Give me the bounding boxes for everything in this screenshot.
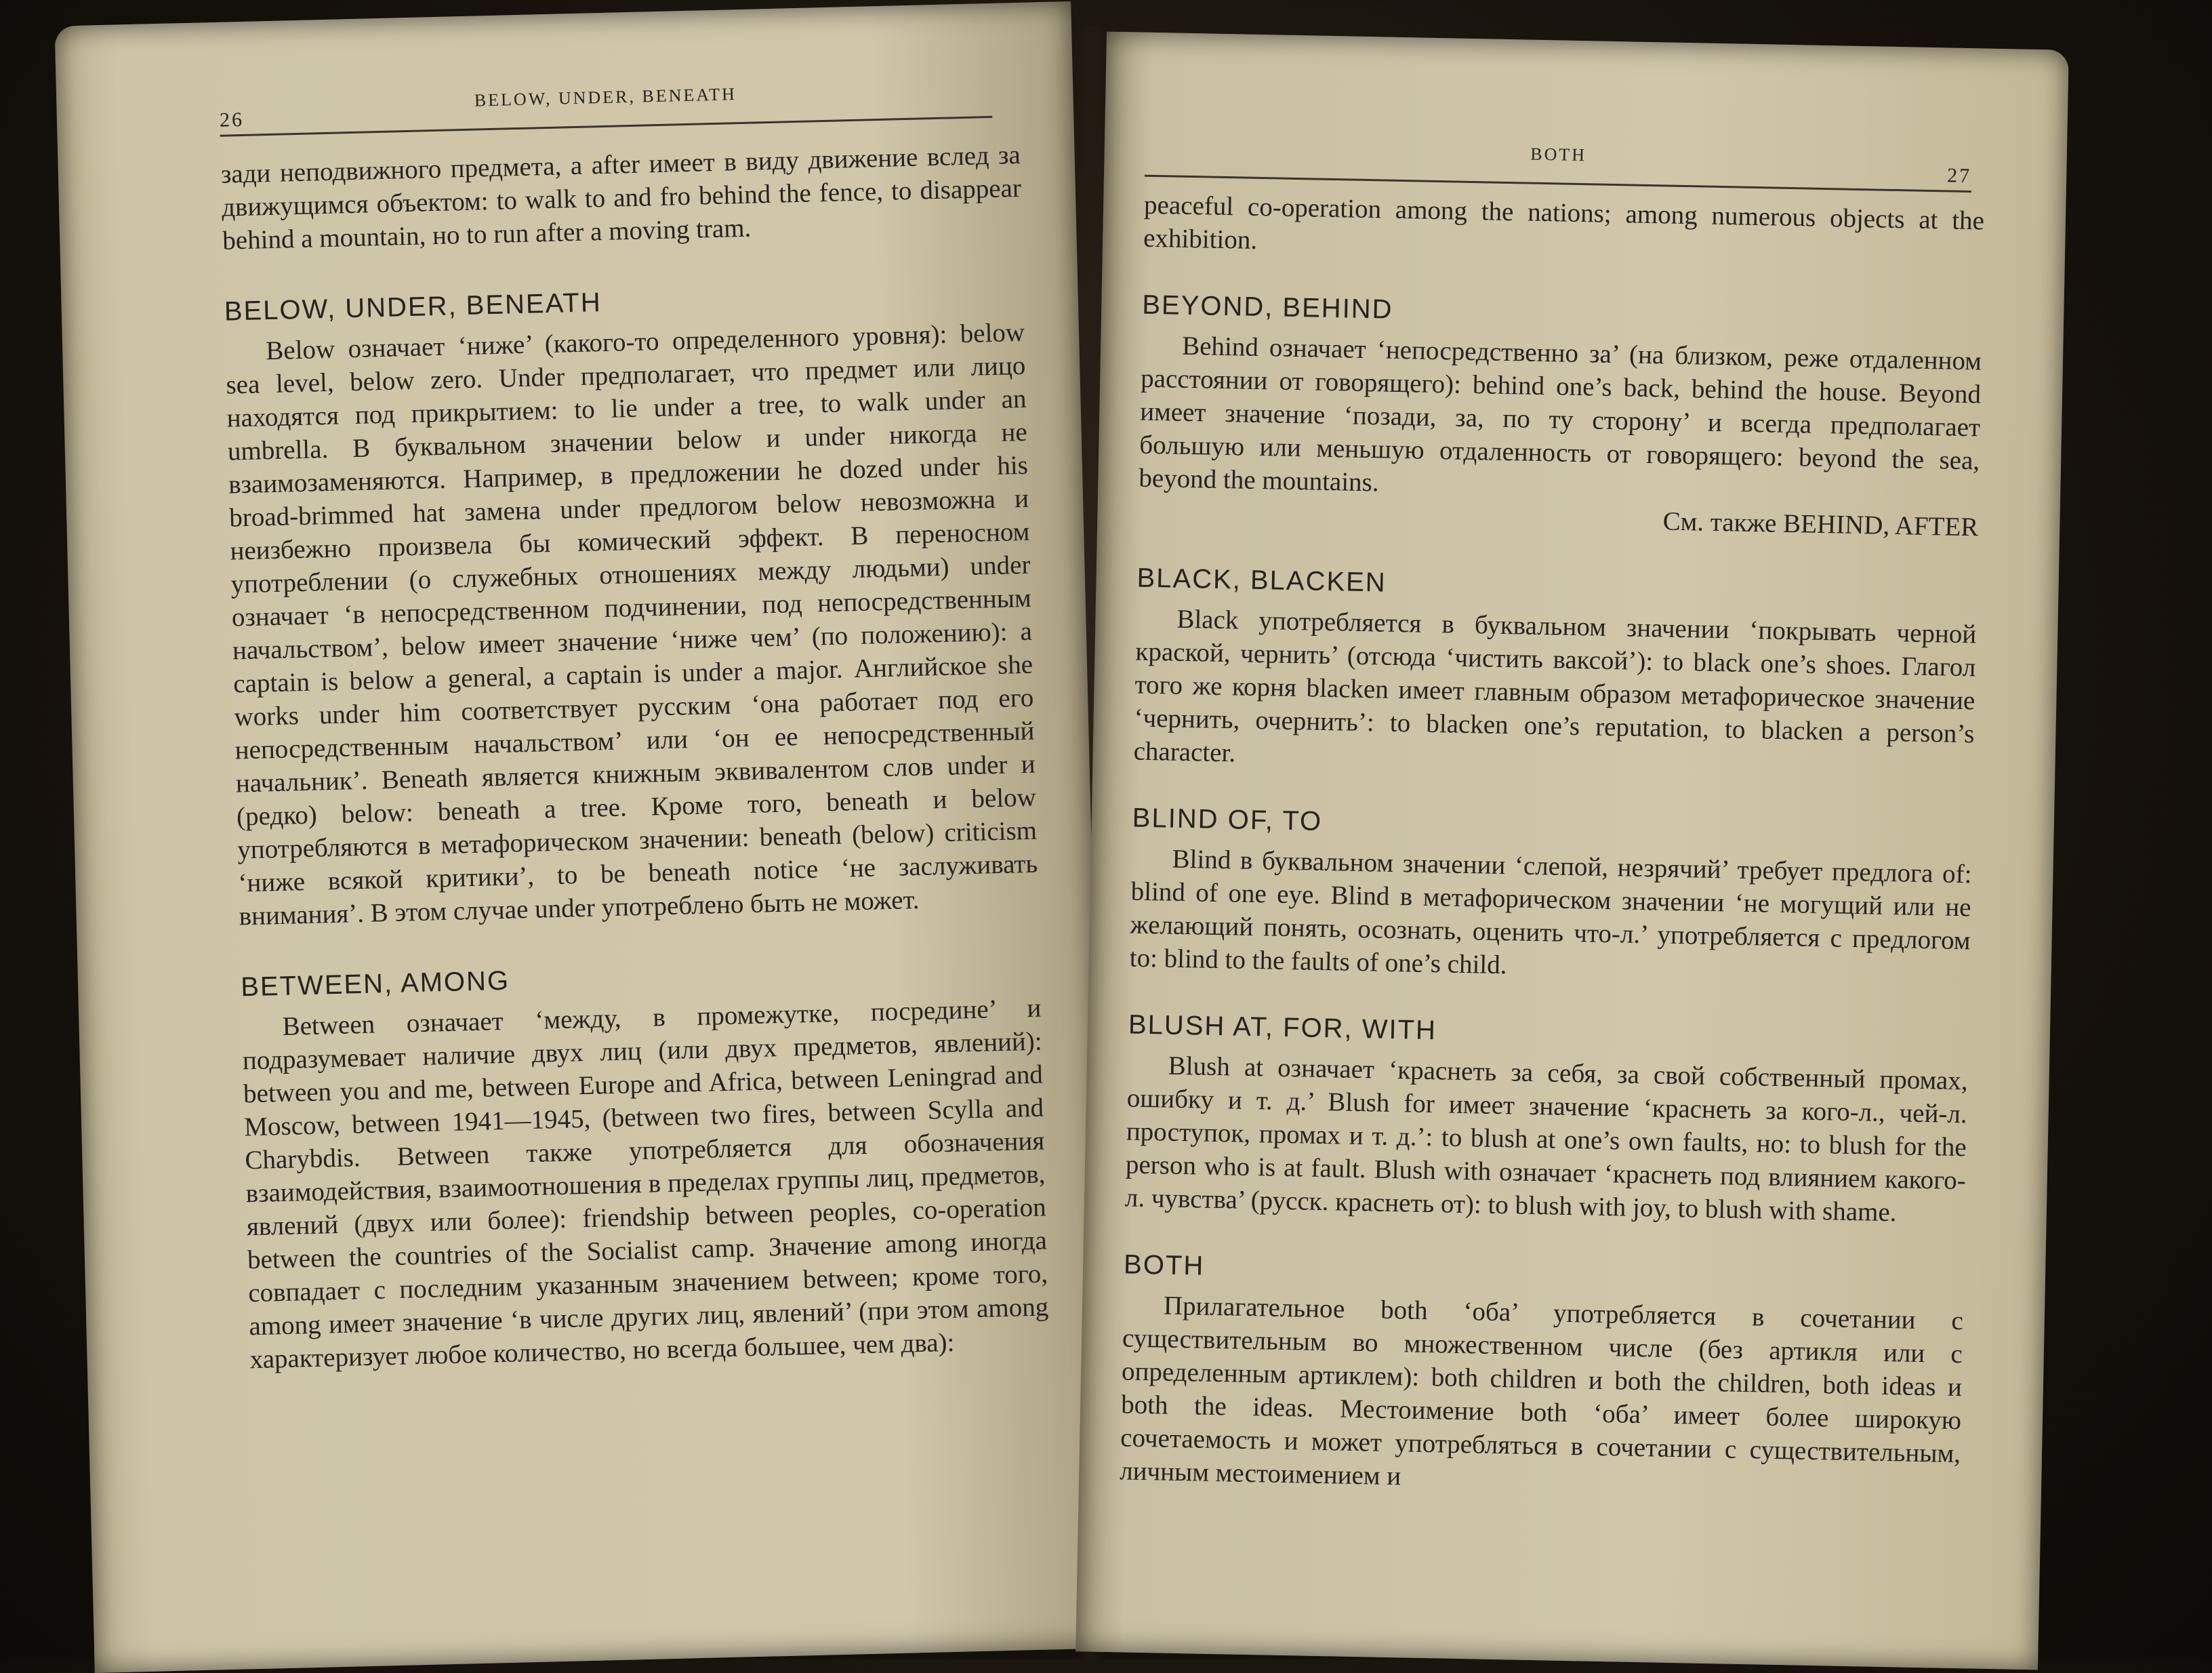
right-running-title: BOTH: [1530, 144, 1587, 165]
left-page-number: 26: [219, 108, 245, 132]
section-heading: BLIND OF, TO: [1132, 803, 1323, 836]
right-page-number: 27: [1946, 164, 1972, 188]
left-running-head: [219, 68, 992, 137]
section-heading: BELOW, UNDER, BENEATH: [224, 287, 602, 327]
left-page-text: [220, 138, 1050, 1376]
left-intro-paragraph: зади неподвижного предмета, а after имеет в виду движение вслед за движущимся объектом: to walk to and fro behind the fence, to disappear behind a mountain, но to run after a moving tram.: [220, 140, 1022, 256]
section-body: Прилагательное both ‘оба’ употребляется в сочетании с существительным во множественном числе (без артикля или с определенным артиклем): both children и both the children, both ideas и both the ideas. Местоимение both ‘оба’ имеет более широкую сочетаемость и может употребляться в сочетании с существительным, личным местоимением и: [1119, 1291, 1964, 1491]
right-page: [1076, 32, 2069, 1670]
section-body: Black употребляется в буквальном значении ‘покрывать черной краской, чернить’ (отсюда ‘чистить ваксой’): to black one’s shoes. Глагол того же корня blacken имеет главным образом метафорическое значение ‘чернить, очернить’: to blacken one’s reputation, to blacken a person’s character.: [1133, 604, 1977, 768]
right-page-text: [1120, 188, 1985, 1504]
section-heading: BLUSH AT, FOR, WITH: [1128, 1009, 1437, 1046]
section-body: Behind означает ‘непосредственно за’ (на близком, реже отдаленном расстоянии от говорящего): behind one’s back, behind the house. Beyond имеет значение ‘позади, за, по ту сторону’ и всегда предполагает большую или меньшую отдаленность от говорящего: beyond the sea, beyond the mountains.: [1139, 331, 1982, 498]
left-running-title: BELOW, UNDER, BENEATH: [474, 84, 737, 110]
section-heading: BLACK, BLACKEN: [1136, 563, 1387, 598]
section-body: Blind в буквальном значении ‘слепой, незрячий’ требует предлога of: blind of one eye. Blind в метафорическом значении ‘не могущий или не желающий понять, осознать, оценить что-л.’ употребляется с предлогом to: blind to the faults of one’s child.: [1129, 844, 1972, 980]
section-heading: BOTH: [1123, 1249, 1205, 1281]
section-body: Blush at означает ‘краснеть за себя, за свой собственный промах, ошибку и т. д.’ Blush for имеет значение ‘краснеть за кого-л., чей-л. проступок, промах и т. д.’: to blush at one’s own faults, но: to blush for the person who is at fault. Blush with означает ‘краснеть под влиянием какого-л. чувства’ (русск. краснеть от): to blush with joy, to blush with shame.: [1124, 1051, 1968, 1228]
section-heading: BETWEEN, AMONG: [240, 965, 510, 1003]
section-body: Between означает ‘между, в промежутке, посредине’ и подразумевает наличие двух лиц (или двух предметов, явлений): between you and me, between Europe and Africa, between Leningrad and Moscow, between 1941—1945, (between two fires, between Scylla and Charybdis. Between также употребляется для обозначения взаимодействия, взаимоотношения в пределах группы лиц, предметов, явлений (двух или более): friendship between peoples, co-operation between the countries of the Socialist camp. Значение among иногда совпадает с последним указанным значением between; кроме того, among имеет значение ‘в числе других лиц, явлений’ (при этом among характеризует любое количество, но всегда большее, чем два):: [242, 993, 1049, 1375]
right-running-head: [1145, 127, 1972, 193]
left-page: [55, 1, 1111, 1673]
section-heading: BEYOND, BEHIND: [1141, 289, 1393, 325]
see-also-reference: См. также BEHIND, AFTER: [1662, 506, 1979, 542]
section-body: Below означает ‘ниже’ (какого-то определенного уровня): below sea level, below zero. Under предполагает, что предмет или лицо находятся под прикрытием: to lie under a tree, to walk under an umbrella. В буквальном значении below и under никогда не взаимозаменяются. Например, в предложении he dozed under his broad-brimmed hat замена under предлогом below невозможна и неизбежно произвела бы комический эффект. В переносном употреблении (о служебных отношениях между людьми) under означает ‘в непосредственном подчинении, под непосредственным начальством’, below имеет значение ‘ниже чем’ (по положению): a captain is below a general, a captain is under a major. Английское she works under him соответствует русским ‘она работает под его непосредственным начальством’ или ‘он ее непосредственный начальник’. Beneath является книжным эквивалентом слов under и (редко) below: beneath a tree. Кроме того, beneath и below употребляются в метафорическом значении: beneath (below) criticism ‘ниже всякой критики’, to be beneath notice ‘не заслуживать внимания’. В этом случае under употреблено быть не может.: [226, 317, 1038, 931]
right-intro-paragraph: peaceful co-operation among the nations; among numerous objects at the exhibition.: [1143, 190, 1985, 255]
